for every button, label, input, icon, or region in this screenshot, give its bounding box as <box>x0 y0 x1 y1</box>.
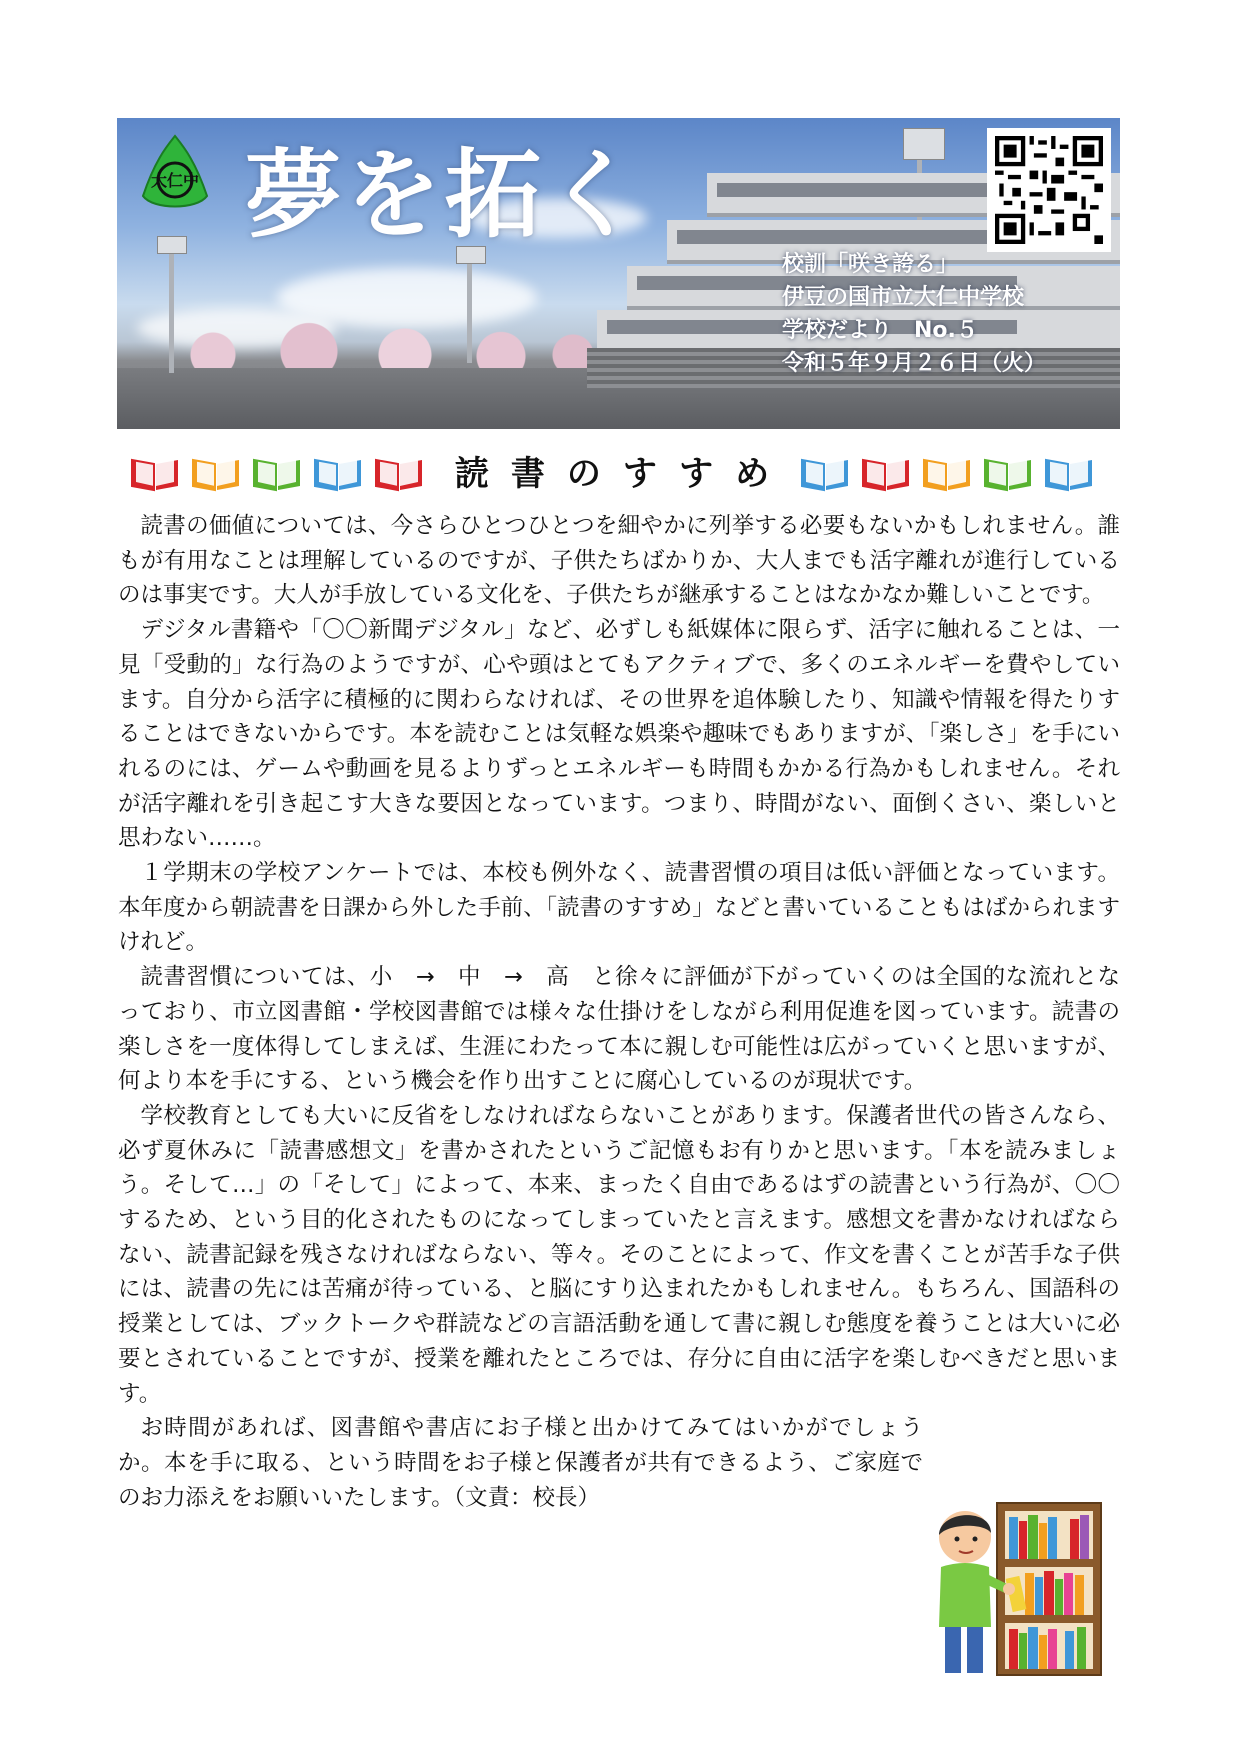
school-motto: 校訓「咲き誇る」 <box>782 252 959 277</box>
article-paragraph: 学校教育としても大いに反省をしなければならないことがあります。保護者世代の皆さんなら、必ず夏休みに「読書感想文」を書かされたというご記憶もお有りかと思います。「本を読みましょう。そして…」の「そして」によって、本来、まったく自由であるはずの読書という行為が、〇〇するため、という目的化されたものになってしまっていたと言えます。感想文を書かなければならない、読書記録を残さなければならない、等々。そのことによって、作文を書くことが苦手な子供には、読書の先には苦痛が待っている、と脳にすり込まれたかもしれません。もちろん、国語科の授業としては、ブックトークや群読などの言語活動を通して書に親しむ態度を養うことは大いに必要とされていることですが、授業を離れたところでは、存分に自由に活字を楽しむべきだと思います。 <box>118 1102 1120 1407</box>
article-paragraph: お時間があれば、図書館や書店にお子様と出かけてみてはいかがでしょうか。本を手に取る、という時間をお子様と保護者が共有できるよう、ご家庭でのお力添えをお願いいたします。（文責：校長） <box>118 1415 923 1511</box>
section-heading-row <box>130 448 1110 500</box>
school-emblem-icon <box>139 134 211 214</box>
open-book-icon <box>374 454 424 492</box>
open-book-icon <box>1044 454 1094 492</box>
child-bookshelf-illustration <box>925 1497 1103 1677</box>
issue-date: 令和５年９月２６日（火） <box>782 351 1047 376</box>
open-book-icon <box>191 454 241 492</box>
article-paragraph: デジタル書籍や「〇〇新聞デジタル」など、必ずしも紙媒体に限らず、活字に触れることは、一見「受動的」な行為のようですが、心や頭はとてもアクティブで、多くのエネルギーを費やしています。自分から活字に積極的に関わらなければ、その世界を追体験したり、知識や情報を得たりすることはできないからです。本を読むことは気軽な娯楽や趣味でもありますが、「楽しさ」を手にいれるのには、ゲームや動画を見るよりずっとエネルギーも時間もかかる行為かもしれません。それが活字離れを引き起こす大きな要因となっています。つまり、時間がない、面倒くさい、楽しいと思わない……。 <box>118 617 1120 852</box>
open-book-icon <box>922 454 972 492</box>
open-book-icon <box>861 454 911 492</box>
qr-code-icon[interactable] <box>987 128 1111 252</box>
header-banner <box>117 118 1120 429</box>
open-book-icon <box>983 454 1033 492</box>
open-book-icon <box>800 454 850 492</box>
open-book-icon <box>313 454 363 492</box>
article-paragraph: １学期末の学校アンケートでは、本校も例外なく、読書習慣の項目は低い評価となっています。本年度から朝読書を日課から外した手前、「読書のすすめ」などと書いていることもはばかられますけれど。 <box>118 860 1120 956</box>
article-paragraph: 読書の価値については、今さらひとつひとつを細やかに列挙する必要もないかもしれません。誰もが有用なことは理解しているのですが、子供たちばかりか、大人までも活字離れが進行しているのは事実です。大人が手放している文化を、子供たちが継承することはなかなか難しいことです。 <box>118 513 1120 609</box>
section-heading: 読書のすすめ <box>454 454 792 494</box>
emblem-text: 大仁中 <box>150 171 200 190</box>
article-body <box>118 509 1120 1515</box>
school-name: 伊豆の国市立大仁中学校 <box>782 285 1025 310</box>
school-info-box <box>782 248 1072 380</box>
newsletter-title: 夢を拓く <box>245 139 645 251</box>
article-paragraph: 読書習慣については、小 → 中 → 高 と徐々に評価が下がっていくのは全国的な流れとなっており、市立図書館・学校図書館では様々な仕掛けをしながら利用促進を図っています。読書の楽しさを一度体得してしまえば、生涯にわたって本に親しむ可能性は広がっていくと思いますが、何より本を手にする、という機会を作り出すことに腐心しているのが現状です。 <box>118 964 1120 1095</box>
open-book-icon <box>130 454 180 492</box>
issue-number: 学校だより No.５ <box>782 318 978 343</box>
open-book-icon <box>252 454 302 492</box>
